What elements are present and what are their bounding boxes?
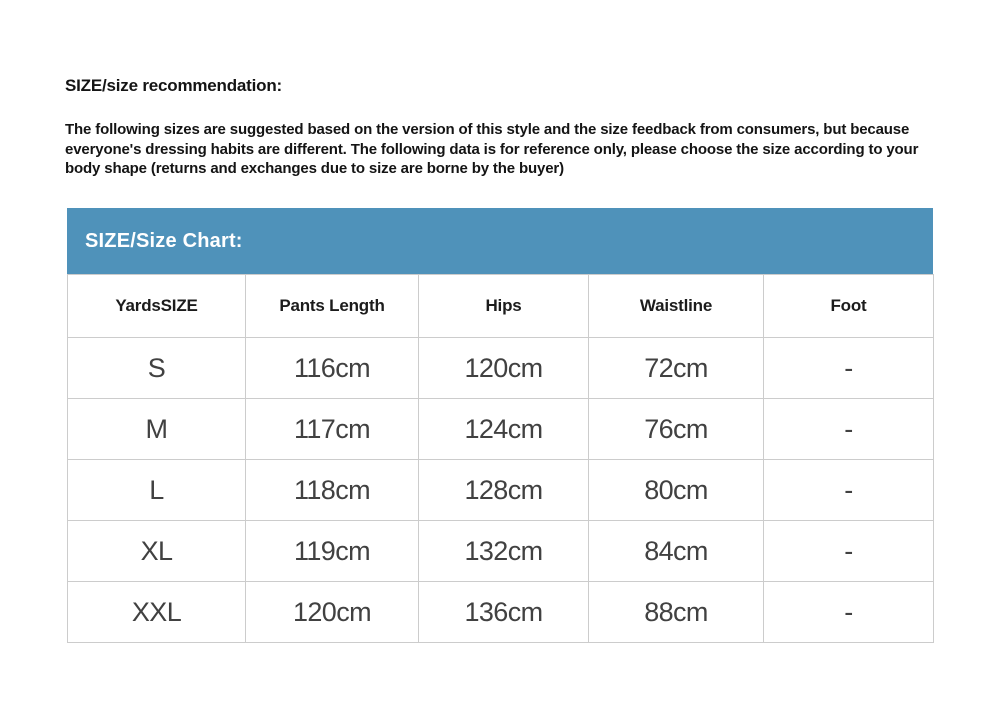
hips-cell: 136cm	[419, 582, 589, 643]
foot-cell: -	[764, 399, 934, 460]
column-header-foot: Foot	[764, 275, 934, 338]
size-chart-title: SIZE/Size Chart:	[85, 229, 243, 252]
foot-cell: -	[764, 521, 934, 582]
waistline-cell: 84cm	[589, 521, 764, 582]
table-row	[68, 521, 934, 582]
pants-length-cell: 116cm	[246, 338, 419, 399]
size-cell: M	[68, 399, 246, 460]
hips-cell: 128cm	[419, 460, 589, 521]
table-row	[68, 338, 934, 399]
column-header-yards-size: YardsSIZE	[68, 275, 246, 338]
pants-length-cell: 120cm	[246, 582, 419, 643]
table-row	[68, 460, 934, 521]
table-row	[68, 582, 934, 643]
size-description: The following sizes are suggested based on the version of this style and the size feedback from consumers, but because everyone's dressing habits are different. The following data is for reference only, please choose the size according to your body shape (returns and exchanges due to size are borne by the buyer)	[65, 121, 919, 177]
foot-cell: -	[764, 338, 934, 399]
size-cell: L	[68, 460, 246, 521]
size-chart-title-bar	[67, 208, 933, 274]
waistline-cell: 80cm	[589, 460, 764, 521]
table-row	[68, 399, 934, 460]
hips-cell: 132cm	[419, 521, 589, 582]
column-header-waistline: Waistline	[589, 275, 764, 338]
page-title: SIZE/size recommendation:	[65, 76, 282, 95]
size-cell: XL	[68, 521, 246, 582]
pants-length-cell: 119cm	[246, 521, 419, 582]
foot-cell: -	[764, 460, 934, 521]
waistline-cell: 76cm	[589, 399, 764, 460]
hips-cell: 124cm	[419, 399, 589, 460]
pants-length-cell: 117cm	[246, 399, 419, 460]
column-header-hips: Hips	[419, 275, 589, 338]
pants-length-cell: 118cm	[246, 460, 419, 521]
header-row	[68, 275, 934, 338]
column-header-pants-length: Pants Length	[246, 275, 419, 338]
foot-cell: -	[764, 582, 934, 643]
size-cell: XXL	[68, 582, 246, 643]
waistline-cell: 88cm	[589, 582, 764, 643]
waistline-cell: 72cm	[589, 338, 764, 399]
hips-cell: 120cm	[419, 338, 589, 399]
size-cell: S	[68, 338, 246, 399]
size-chart-table	[67, 274, 934, 643]
